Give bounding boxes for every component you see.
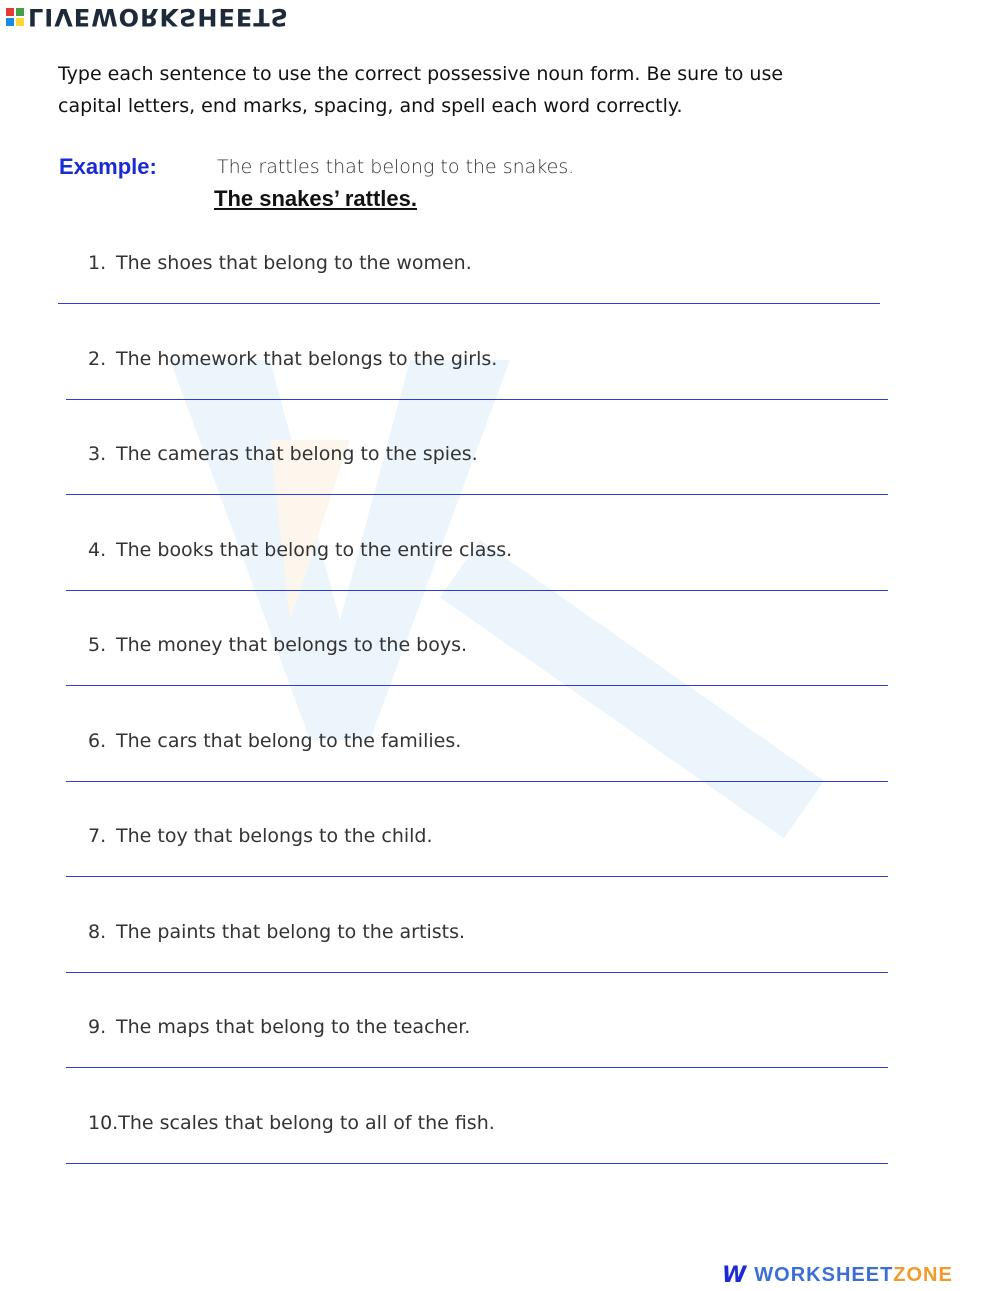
question-text xyxy=(88,825,433,847)
question-row xyxy=(0,1016,1000,1076)
question-sentence: The scales that belong to all of the fish. xyxy=(118,1111,495,1134)
question-number: 8. xyxy=(88,920,107,943)
question-text xyxy=(88,443,478,465)
question-row xyxy=(0,539,1000,599)
worksheetzone-footer xyxy=(722,1262,953,1288)
answer-line[interactable] xyxy=(66,1163,888,1164)
question-sentence: The maps that belong to the teacher. xyxy=(116,1016,471,1038)
question-number: 10. xyxy=(88,1111,119,1134)
question-sentence: The money that belongs to the boys. xyxy=(116,634,468,656)
question-row xyxy=(0,443,1000,503)
question-row xyxy=(0,252,1000,312)
question-number: 1. xyxy=(88,252,107,274)
question-number: 3. xyxy=(88,443,107,465)
question-sentence: The shoes that belong to the women. xyxy=(116,252,472,274)
brand-part-1: WORKSHEET xyxy=(754,1263,894,1286)
question-text xyxy=(88,634,467,656)
answer-line[interactable] xyxy=(66,399,888,400)
question-sentence: The books that belong to the entire class. xyxy=(116,538,513,561)
question-text xyxy=(88,348,497,370)
example-sentence: The rattles that belong to the snakes. xyxy=(217,156,575,178)
question-number: 7. xyxy=(88,825,107,847)
question-sentence: The homework that belongs to the girls. xyxy=(116,347,498,370)
question-number: 4. xyxy=(88,538,107,561)
answer-line[interactable] xyxy=(66,1067,888,1068)
question-sentence: The cars that belong to the families. xyxy=(116,729,462,752)
instructions-line-1: Type each sentence to use the correct possessive noun form. Be sure to use xyxy=(58,63,784,85)
question-text xyxy=(88,1112,495,1134)
example-label: Example: xyxy=(59,154,157,179)
answer-line[interactable] xyxy=(66,590,888,591)
answer-line[interactable] xyxy=(66,781,888,782)
logo-grid-icon xyxy=(6,8,24,26)
answer-line[interactable] xyxy=(58,303,880,304)
question-number: 6. xyxy=(88,729,107,752)
answer-line[interactable] xyxy=(66,494,888,495)
answer-line[interactable] xyxy=(66,972,888,973)
question-text xyxy=(88,1016,470,1038)
instructions-line-2: capital letters, end marks, spacing, and spell each word correctly. xyxy=(58,95,683,117)
worksheetzone-brand xyxy=(754,1264,953,1287)
instructions xyxy=(58,58,938,122)
question-sentence: The cameras that belong to the spies. xyxy=(116,443,478,465)
liveworksheets-logo xyxy=(6,4,289,30)
question-row xyxy=(0,825,1000,885)
question-sentence: The toy that belongs to the child. xyxy=(116,825,433,847)
example-answer: The snakes’ rattles. xyxy=(214,186,417,211)
answer-line[interactable] xyxy=(66,876,888,877)
question-number: 2. xyxy=(88,347,107,370)
question-row xyxy=(0,634,1000,694)
question-row xyxy=(0,348,1000,408)
question-row xyxy=(0,1112,1000,1172)
worksheetzone-logo-icon: W xyxy=(722,1262,747,1288)
answer-line[interactable] xyxy=(66,685,888,686)
question-row xyxy=(0,730,1000,790)
question-sentence: The paints that belong to the artists. xyxy=(116,920,466,943)
question-text xyxy=(88,921,465,943)
brand-part-2: ZONE xyxy=(893,1263,953,1286)
question-text xyxy=(88,252,472,274)
question-row xyxy=(0,921,1000,981)
question-number: 5. xyxy=(88,634,107,656)
question-text xyxy=(88,730,461,752)
logo-text: LIVEWORKSHEETS xyxy=(28,3,289,31)
question-number: 9. xyxy=(88,1016,107,1038)
question-text xyxy=(88,539,512,561)
